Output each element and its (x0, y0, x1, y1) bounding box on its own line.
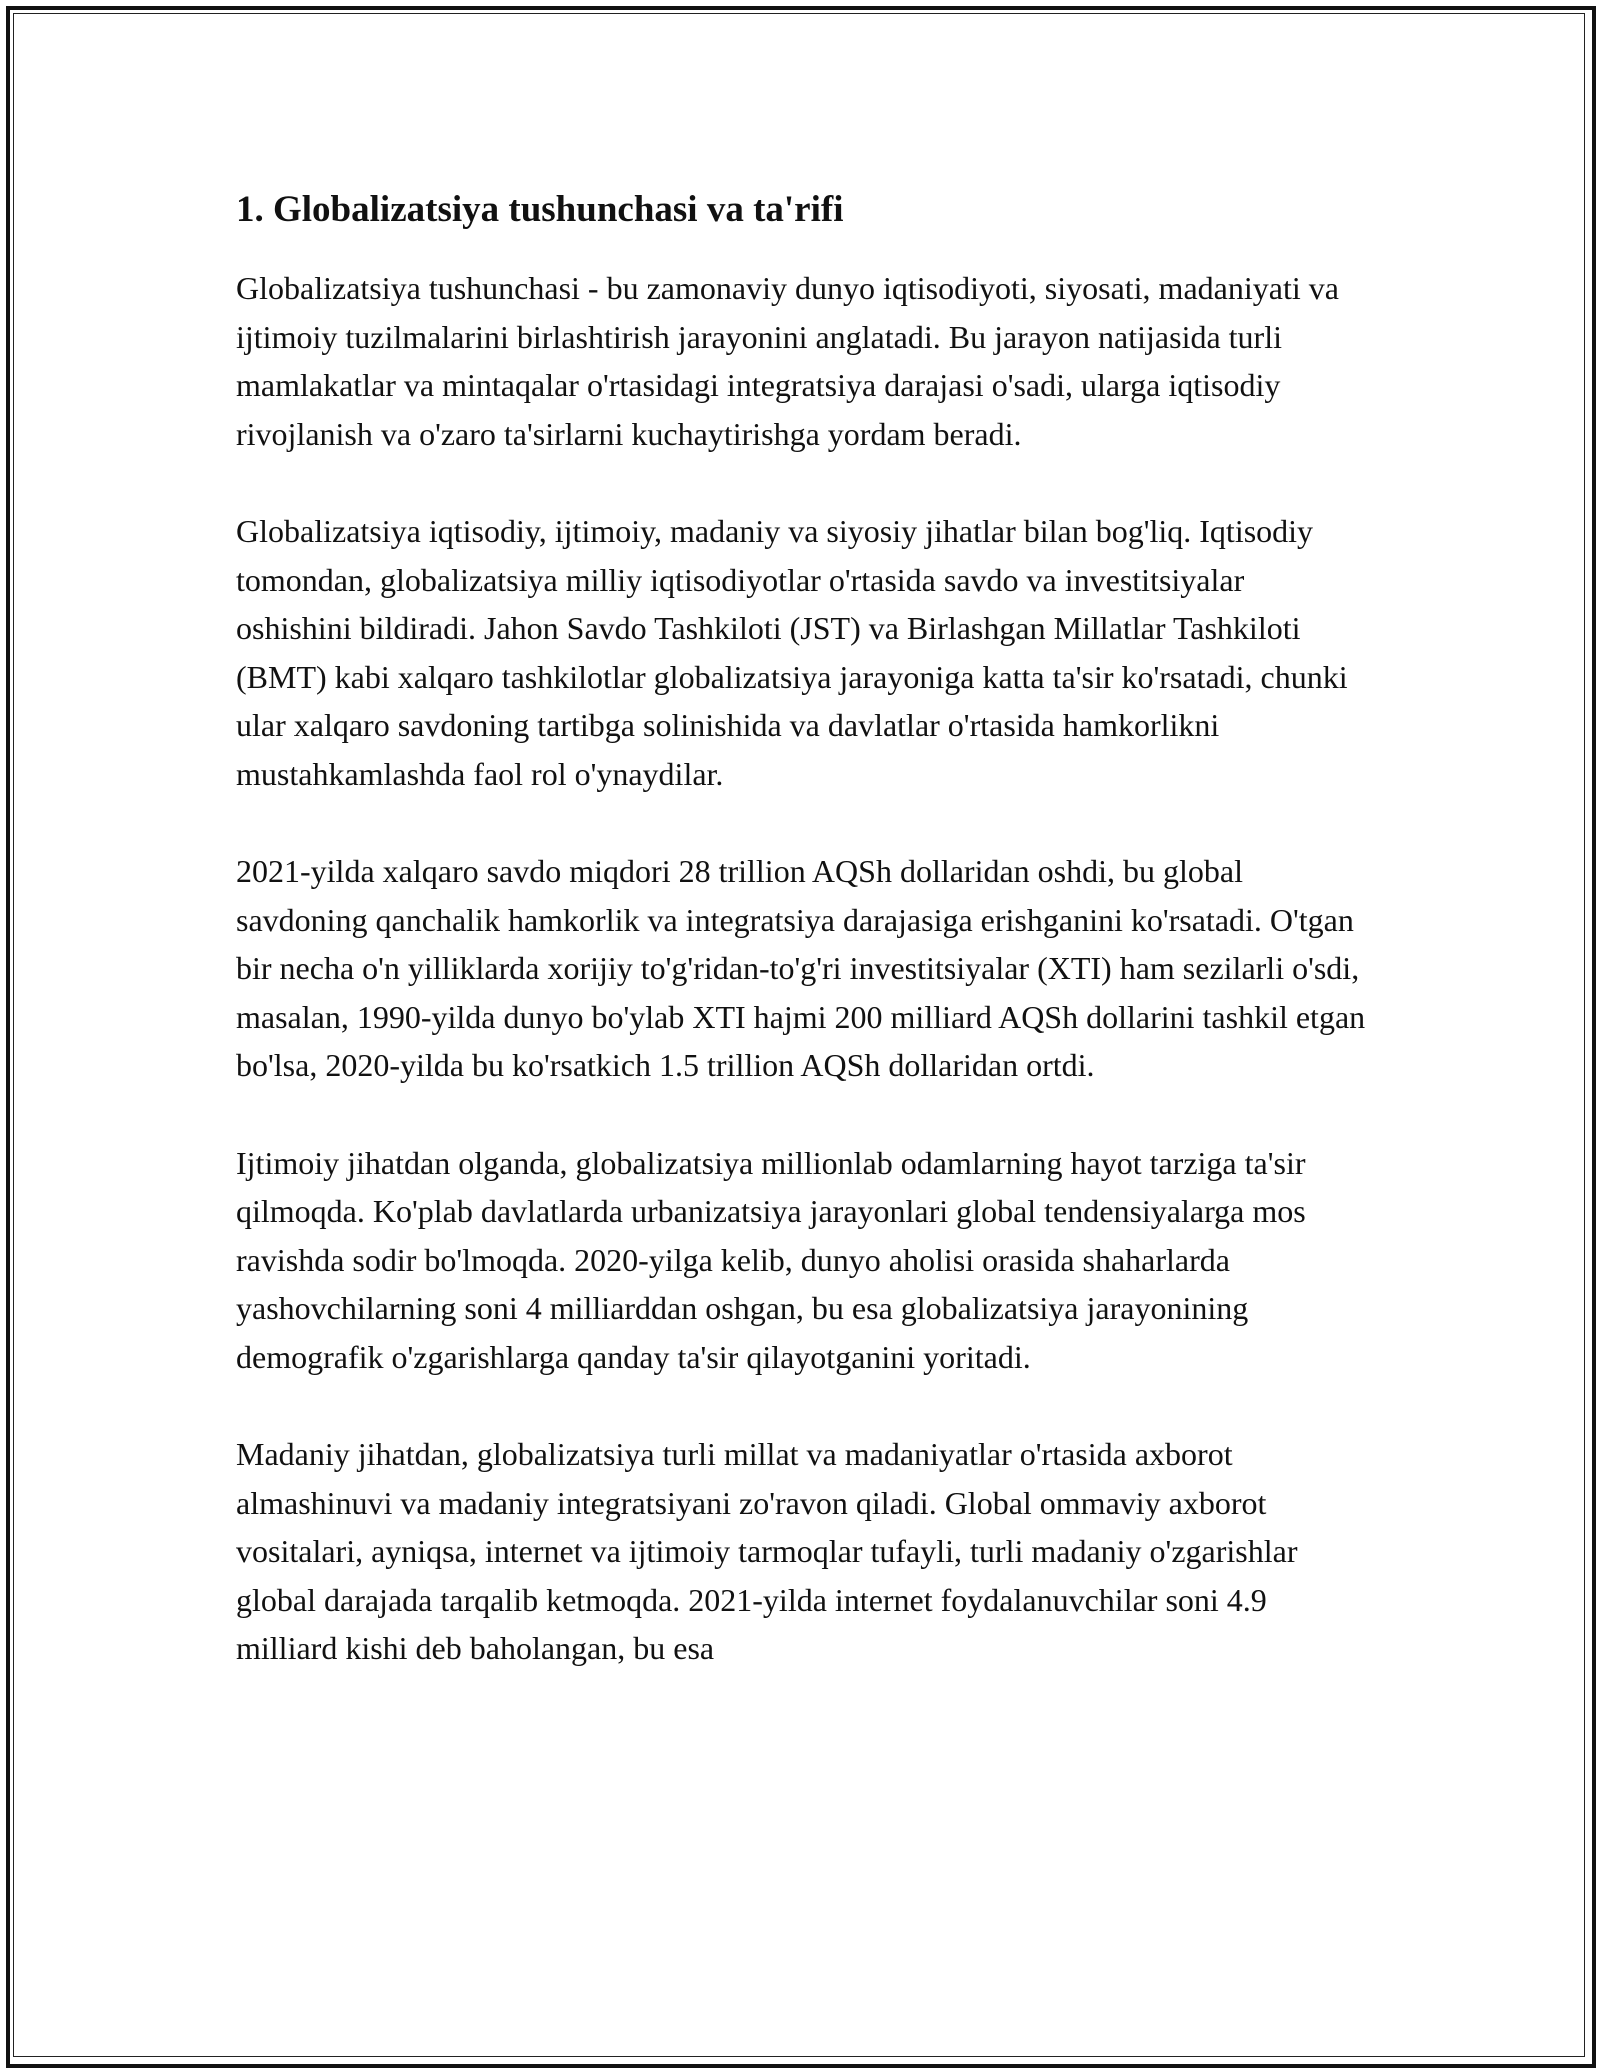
paragraph-trade-statistics: 2021-yilda xalqaro savdo miqdori 28 trillion AQSh dollaridan oshdi, bu global savdoning qanchalik hamkorlik va integratsiya darajasiga erishganini ko'rsatadi. O'tgan bir necha o'n yilliklarda xorijiy to'g'ridan-to'g'ri investitsiyalar (XTI) ham sezilarli o'sdi, masalan, 1990-yilda dunyo bo'ylab XTI hajmi 200 milliard AQSh dollarini tashkil etgan bo'lsa, 2020-yilda bu ko'rsatkich 1.5 trillion AQSh dollaridan ortdi. (236, 853, 1366, 1083)
section-heading: 1. Globalizatsiya tushunchasi va ta'rifi (236, 189, 844, 230)
paragraph-definition: Globalizatsiya tushunchasi - bu zamonaviy dunyo iqtisodiyoti, siyosati, madaniyati va ijtimoiy tuzilmalarini birlashtirish jarayonini anglatadi. Bu jarayon natijasida turli mamlakatlar va mintaqalar o'rtasidagi integratsiya darajasi o'sadi, ularga iqtisodiy rivojlanish va o'zaro ta'sirlarni kuchaytirishga yordam beradi. (236, 270, 1339, 452)
paragraph-social: Ijtimoiy jihatdan olganda, globalizatsiya millionlab odamlarning hayot tarziga ta'sir qilmoqda. Ko'plab davlatlarda urbanizatsiya jarayonlari global tendensiyalarga mos ravishda sodir bo'lmoqda. 2020-yilga kelib, dunyo aholisi orasida shaharlarda yashovchilarning soni 4 milliarddan oshgan, bu esa globalizatsiya jarayonining demografik o'zgarishlarga qanday ta'sir qilayotganini yoritadi. (236, 1144, 1306, 1375)
document-body (236, 186, 1366, 1673)
paragraph-aspects: Globalizatsiya iqtisodiy, ijtimoiy, madaniy va siyosiy jihatlar bilan bog'liq. Iqtisodiy tomondan, globalizatsiya milliy iqtisodiyotlar o'rtasida savdo va investitsiyalar oshishini bildiradi. Jahon Savdo Tashkiloti (JST) va Birlashgan Millatlar Tashkiloti (BMT) kabi xalqaro tashkilotlar globalizatsiya jarayoniga katta ta'sir ko'rsatadi, chunki ular xalqaro savdoning tartibga solinishida va davlatlar o'rtasida hamkorlikni mustahkamlashda faol rol o'ynaydilar. (236, 513, 1348, 792)
paragraph-cultural: Madaniy jihatdan, globalizatsiya turli millat va madaniyatlar o'rtasida axborot almashinuvi va madaniy integratsiyani zo'ravon qiladi. Global ommaviy axborot vositalari, ayniqsa, internet va ijtimoiy tarmoqlar tufayli, turli madaniy o'zgarishlar global darajada tarqalib ketmoqda. 2021-yilda internet foydalanuvchilar soni 4.9 milliard kishi deb baholangan, bu esa (236, 1436, 1298, 1666)
